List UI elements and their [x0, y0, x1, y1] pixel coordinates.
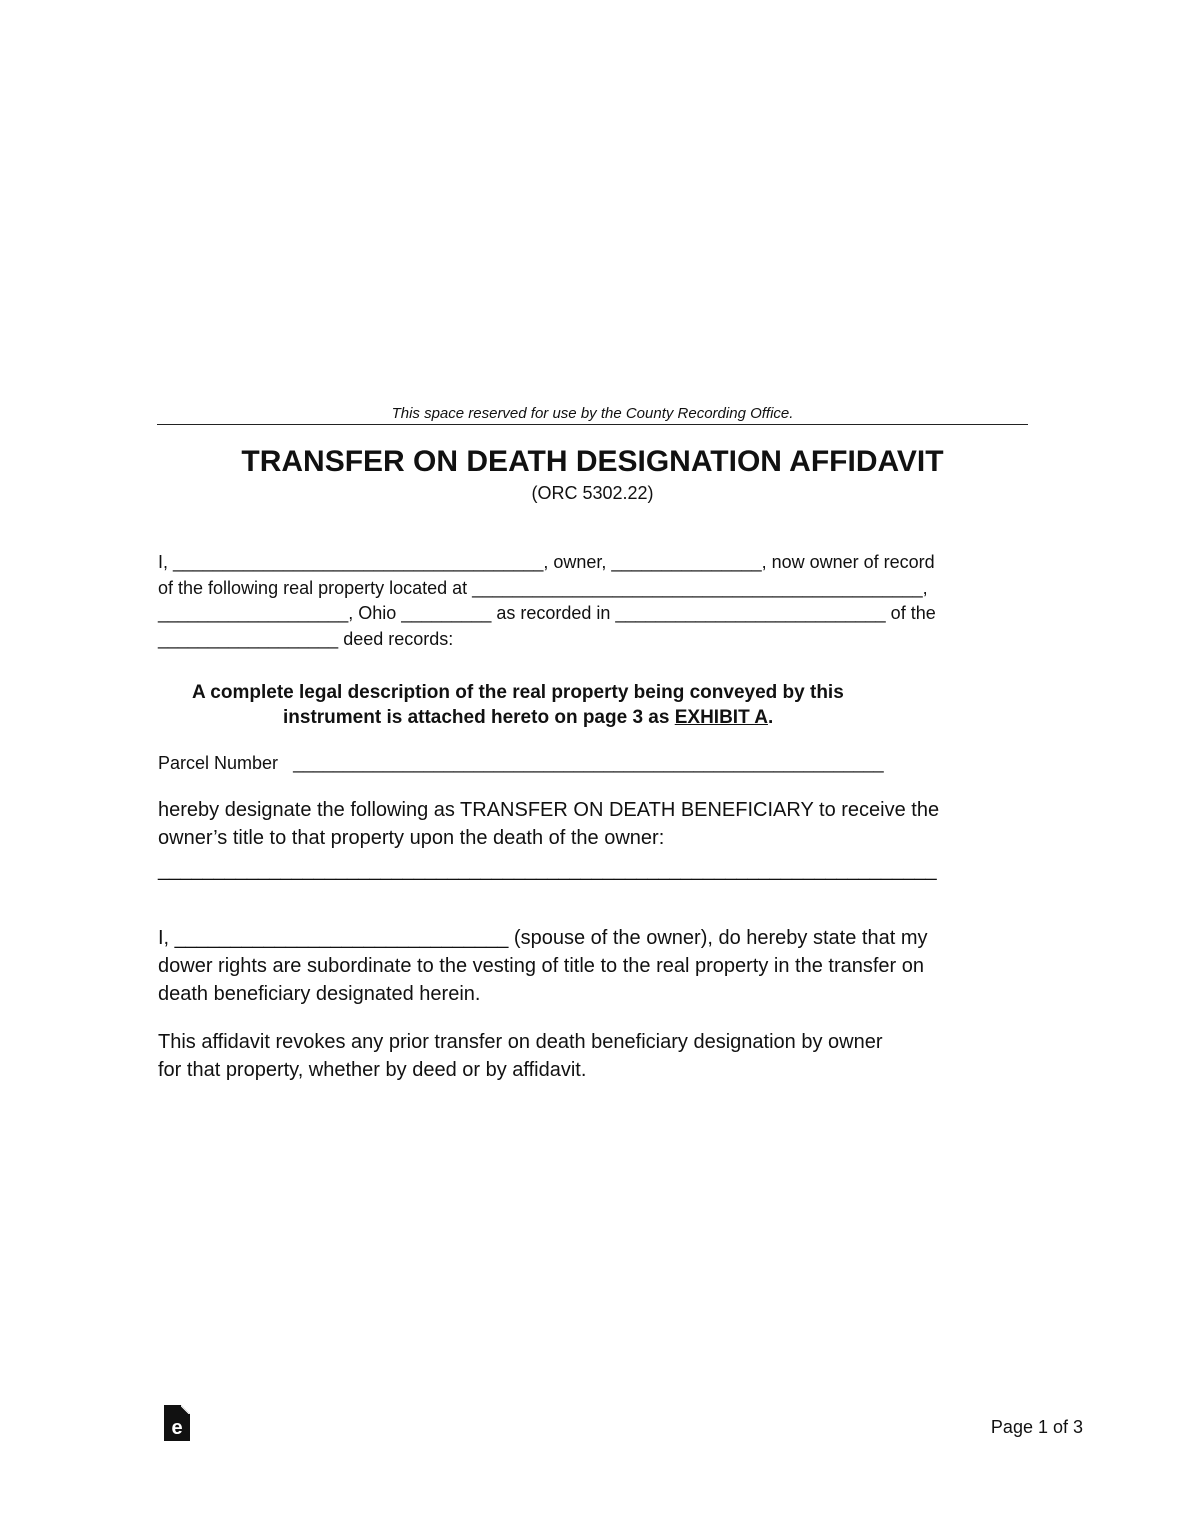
- recording-office-note: This space reserved for use by the County Recording Office.: [391, 405, 794, 422]
- legal-description-line-2: [283, 706, 773, 730]
- parcel-number-label: Parcel Number: [158, 753, 279, 773]
- page-number: Page 1 of 3: [990, 1417, 1083, 1437]
- recording-office-rule: [157, 424, 1028, 425]
- owner-line-4: __________________ deed records:: [158, 629, 454, 649]
- revocation-line-2: for that property, whether by deed or by affidavit.: [158, 1059, 587, 1081]
- logo-letter: e: [171, 1417, 183, 1439]
- parcel-number-line: [158, 752, 884, 774]
- spouse-line-3: death beneficiary designated herein.: [158, 983, 481, 1005]
- document-title: TRANSFER ON DEATH DESIGNATION AFFIDAVIT: [241, 445, 944, 478]
- owner-line-3: ___________________, Ohio _________ as recorded in ___________________________ of the: [158, 603, 936, 623]
- document-e-icon: [164, 1405, 190, 1441]
- legal-description-suffix: .: [767, 707, 774, 728]
- owner-line-2: of the following real property located at _____________________________________________,: [158, 578, 928, 598]
- owner-line-1: I, _____________________________________, owner, _______________, now owner of record: [158, 552, 935, 572]
- legal-description-line-1: A complete legal description of the real property being conveyed by this: [192, 682, 844, 703]
- spouse-line-2: dower rights are subordinate to the vesting of title to the real property in the transfer on: [158, 955, 924, 977]
- parcel-number-blank: ___________________________________________________________: [293, 753, 884, 773]
- designation-line-1: hereby designate the following as TRANSFER ON DEATH BENEFICIARY to receive the: [158, 799, 940, 821]
- document-subtitle: (ORC 5302.22): [531, 483, 654, 503]
- revocation-line-1: This affidavit revokes any prior transfer on death beneficiary designation by owner: [158, 1031, 883, 1053]
- designation-line-2: owner’s title to that property upon the death of the owner:: [158, 827, 665, 849]
- beneficiary-blank: ______________________________________________________________________: [158, 859, 937, 881]
- exhibit-a-reference: EXHIBIT A: [674, 707, 768, 728]
- legal-description-prefix: instrument is attached hereto on page 3 as: [283, 707, 675, 728]
- spouse-line-1: I, ______________________________ (spouse of the owner), do hereby state that my: [158, 927, 928, 949]
